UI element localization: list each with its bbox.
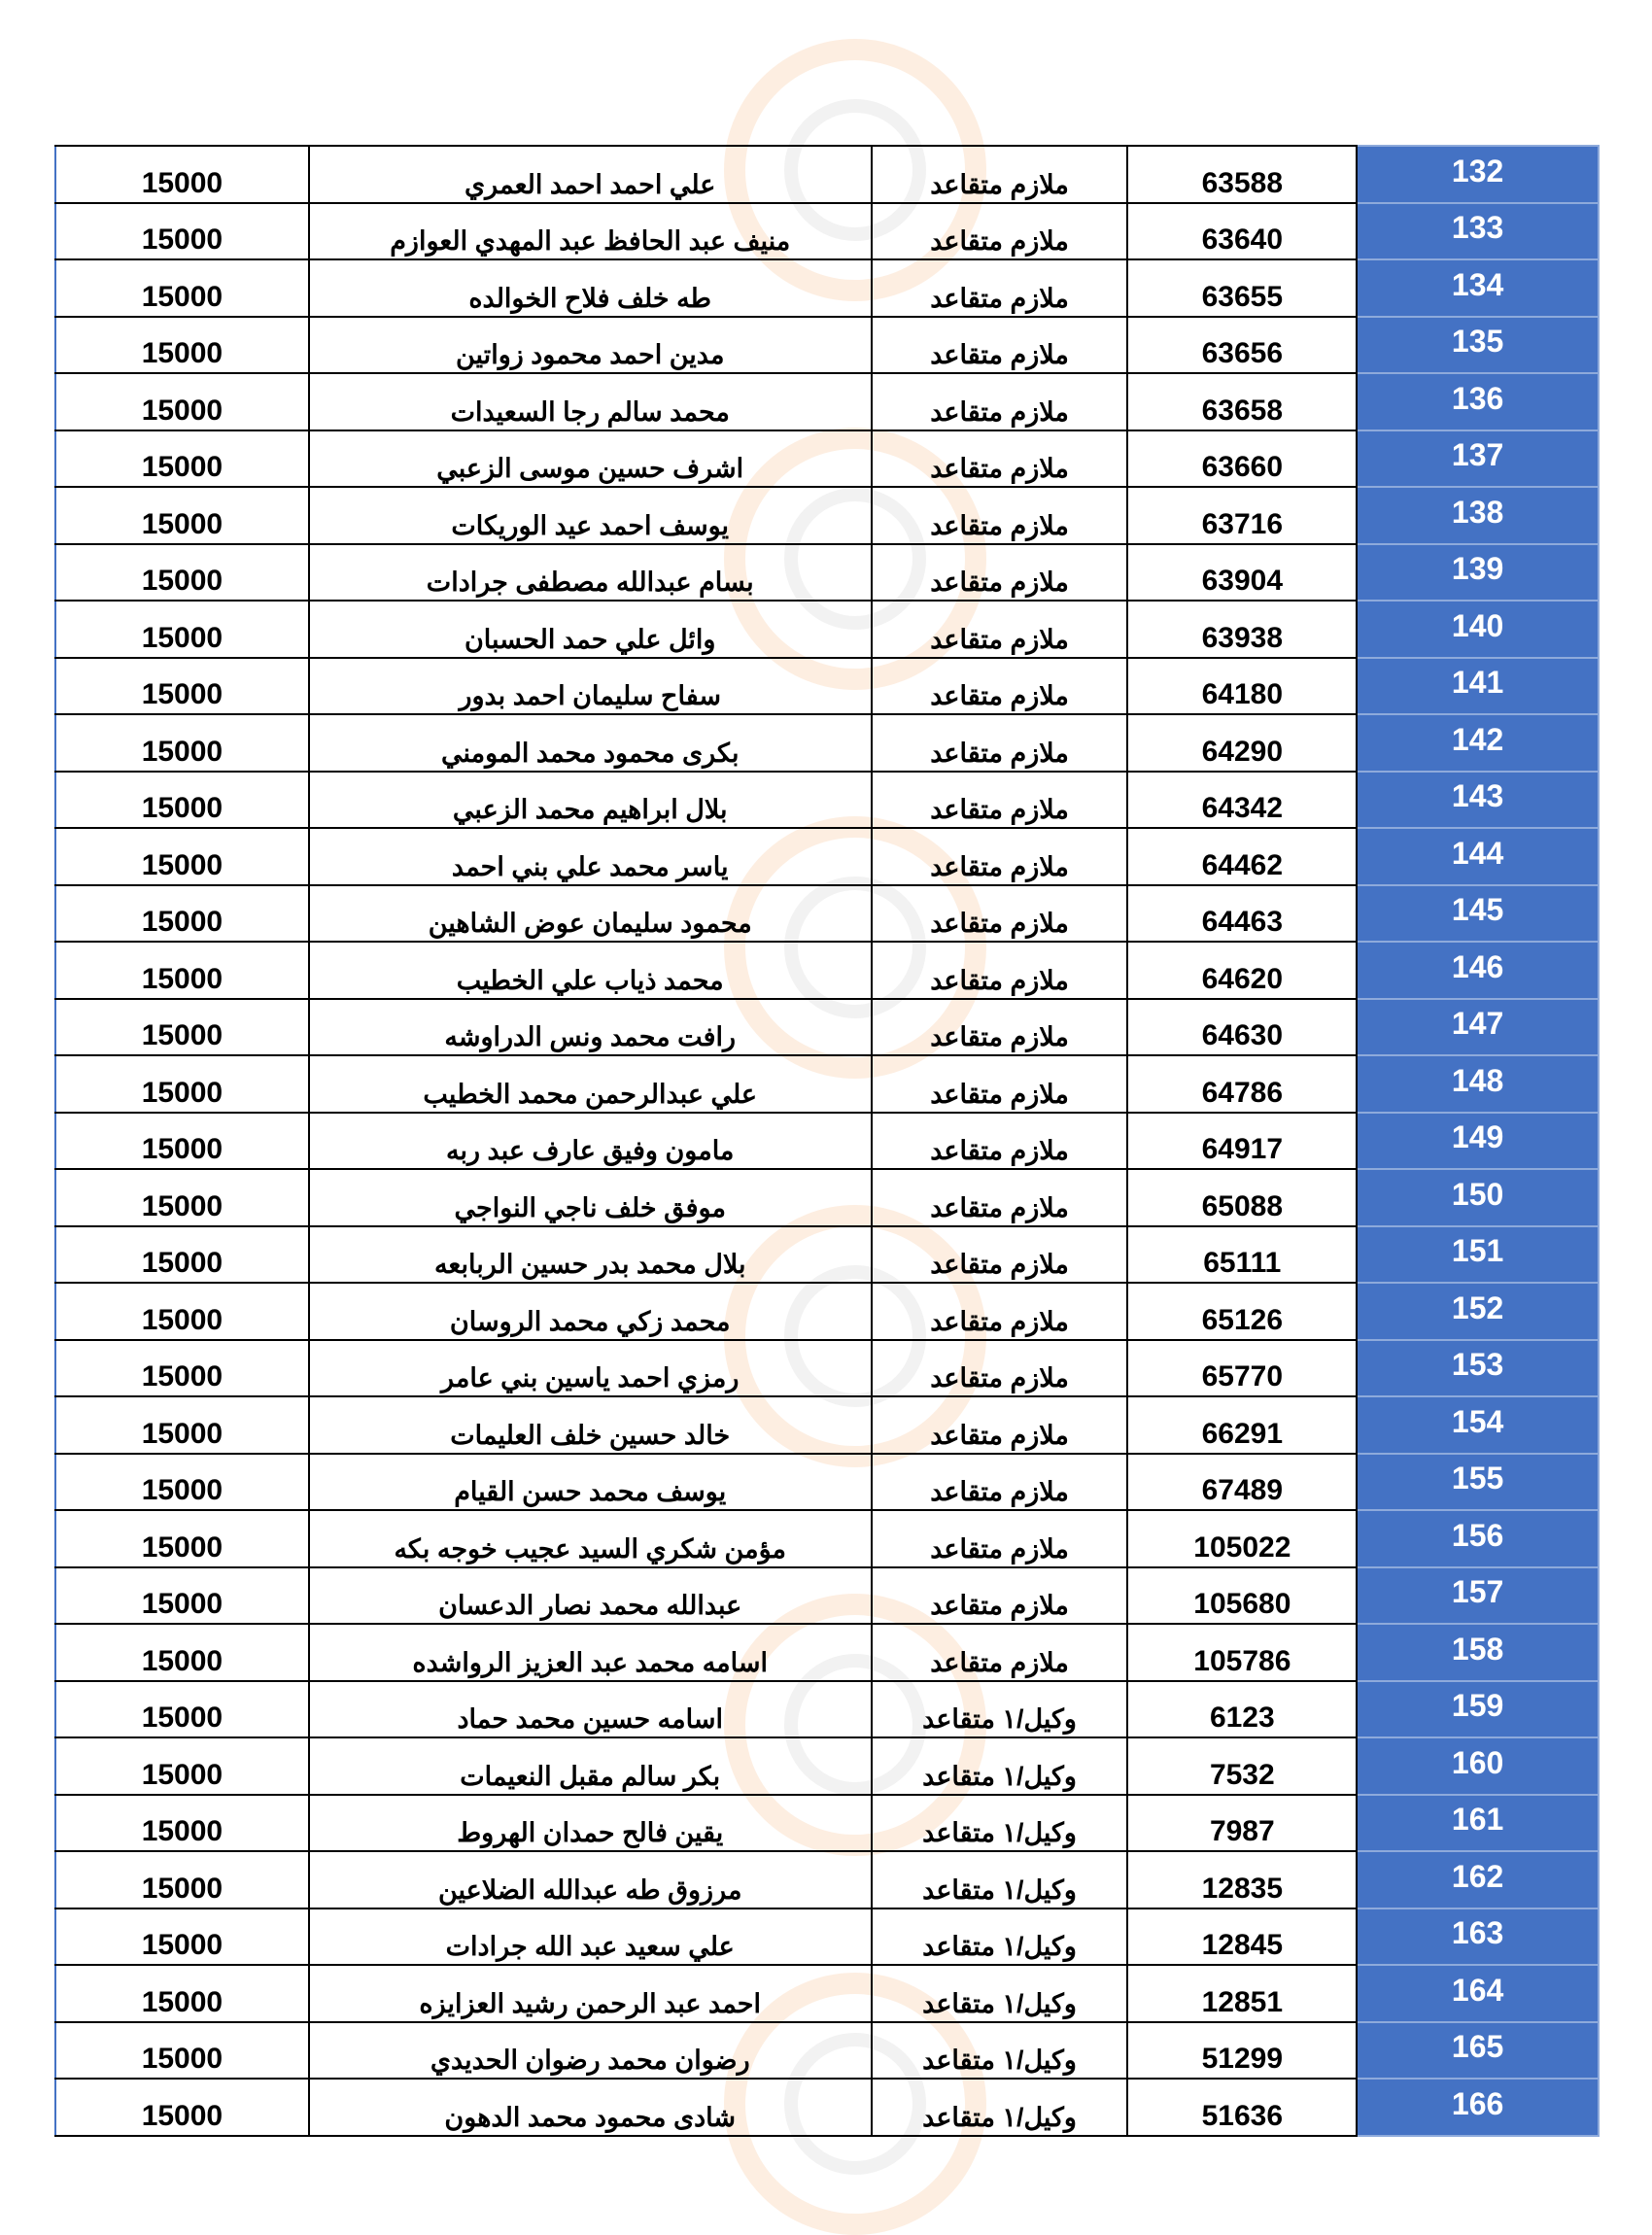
name-cell: مدين احمد محمود زواتين xyxy=(309,317,872,374)
index-cell: 134 xyxy=(1357,259,1599,317)
index-cell: 146 xyxy=(1357,942,1599,999)
amount-cell: 15000 xyxy=(55,885,309,943)
table-row xyxy=(55,259,1599,317)
military-number-cell: 7532 xyxy=(1127,1737,1357,1795)
name-cell: محمد زكي محمد الروسان xyxy=(309,1283,872,1340)
rank-cell: ملازم متقاعد xyxy=(872,942,1128,999)
name-cell: ياسر محمد علي بني احمد xyxy=(309,828,872,885)
table-row xyxy=(55,317,1599,374)
name-cell: شادى محمود محمد الدهون xyxy=(309,2079,872,2136)
index-cell: 136 xyxy=(1357,373,1599,430)
military-number-cell: 65111 xyxy=(1127,1226,1357,1284)
rank-cell: ملازم متقاعد xyxy=(872,1340,1128,1397)
table-row xyxy=(55,146,1599,203)
name-cell: مامون وفيق عارف عبد ربه xyxy=(309,1113,872,1170)
name-cell: عبدالله محمد نصار الدعسان xyxy=(309,1567,872,1625)
table-row xyxy=(55,487,1599,544)
index-cell: 148 xyxy=(1357,1055,1599,1113)
military-number-cell: 65770 xyxy=(1127,1340,1357,1397)
military-number-cell: 12845 xyxy=(1127,1908,1357,1966)
military-number-cell: 7987 xyxy=(1127,1795,1357,1852)
name-cell: منيف عبد الحافظ عبد المهدي العوازم xyxy=(309,203,872,260)
table-row xyxy=(55,544,1599,602)
amount-cell: 15000 xyxy=(55,203,309,260)
military-number-cell: 66291 xyxy=(1127,1396,1357,1454)
military-number-cell: 64290 xyxy=(1127,714,1357,772)
rank-cell: ملازم متقاعد xyxy=(872,1510,1128,1567)
index-cell: 142 xyxy=(1357,714,1599,772)
rank-cell: ملازم متقاعد xyxy=(872,259,1128,317)
rank-cell: ملازم متقاعد xyxy=(872,1055,1128,1113)
table-row xyxy=(55,2079,1599,2136)
rank-cell: ملازم متقاعد xyxy=(872,828,1128,885)
name-cell: رمزي احمد ياسين بني عامر xyxy=(309,1340,872,1397)
rank-cell: ملازم متقاعد xyxy=(872,317,1128,374)
amount-cell: 15000 xyxy=(55,1567,309,1625)
table-body xyxy=(55,146,1599,2136)
military-number-cell: 64917 xyxy=(1127,1113,1357,1170)
military-number-cell: 64630 xyxy=(1127,999,1357,1056)
military-number-cell: 63660 xyxy=(1127,430,1357,488)
index-cell: 155 xyxy=(1357,1454,1599,1511)
military-number-cell: 63588 xyxy=(1127,146,1357,203)
amount-cell: 15000 xyxy=(55,1510,309,1567)
rank-cell: وكيل/١ متقاعد xyxy=(872,2079,1128,2136)
amount-cell: 15000 xyxy=(55,999,309,1056)
index-cell: 151 xyxy=(1357,1226,1599,1284)
rank-cell: ملازم متقاعد xyxy=(872,601,1128,658)
military-number-cell: 63656 xyxy=(1127,317,1357,374)
military-number-cell: 64342 xyxy=(1127,772,1357,829)
index-cell: 150 xyxy=(1357,1169,1599,1226)
amount-cell: 15000 xyxy=(55,1681,309,1738)
table-row xyxy=(55,1283,1599,1340)
rank-cell: ملازم متقاعد xyxy=(872,1624,1128,1681)
table-row xyxy=(55,1055,1599,1113)
table-row xyxy=(55,2022,1599,2080)
amount-cell: 15000 xyxy=(55,1340,309,1397)
rank-cell: ملازم متقاعد xyxy=(872,885,1128,943)
table-row xyxy=(55,772,1599,829)
name-cell: اسامه محمد عبد العزيز الرواشده xyxy=(309,1624,872,1681)
rank-cell: ملازم متقاعد xyxy=(872,373,1128,430)
rank-cell: وكيل/١ متقاعد xyxy=(872,2022,1128,2080)
table-row xyxy=(55,1340,1599,1397)
name-cell: يقين فالح حمدان الهروط xyxy=(309,1795,872,1852)
name-cell: موفق خلف ناجي النواجي xyxy=(309,1169,872,1226)
rank-cell: ملازم متقاعد xyxy=(872,487,1128,544)
military-number-cell: 63938 xyxy=(1127,601,1357,658)
index-cell: 161 xyxy=(1357,1795,1599,1852)
military-number-cell: 51299 xyxy=(1127,2022,1357,2080)
military-number-cell: 12851 xyxy=(1127,1965,1357,2022)
index-cell: 144 xyxy=(1357,828,1599,885)
name-cell: محمد ذياب علي الخطيب xyxy=(309,942,872,999)
index-cell: 153 xyxy=(1357,1340,1599,1397)
military-number-cell: 64462 xyxy=(1127,828,1357,885)
military-number-cell: 105680 xyxy=(1127,1567,1357,1625)
military-number-cell: 63716 xyxy=(1127,487,1357,544)
index-cell: 159 xyxy=(1357,1681,1599,1738)
amount-cell: 15000 xyxy=(55,1965,309,2022)
name-cell: محمود سليمان عوض الشاهين xyxy=(309,885,872,943)
amount-cell: 15000 xyxy=(55,1795,309,1852)
index-cell: 163 xyxy=(1357,1908,1599,1966)
amount-cell: 15000 xyxy=(55,259,309,317)
amount-cell: 15000 xyxy=(55,1055,309,1113)
rank-cell: ملازم متقاعد xyxy=(872,1113,1128,1170)
table-row xyxy=(55,1795,1599,1852)
amount-cell: 15000 xyxy=(55,1169,309,1226)
military-number-cell: 64463 xyxy=(1127,885,1357,943)
name-cell: علي احمد احمد العمري xyxy=(309,146,872,203)
rank-cell: ملازم متقاعد xyxy=(872,1454,1128,1511)
name-cell: محمد سالم رجا السعيدات xyxy=(309,373,872,430)
name-cell: احمد عبد الرحمن رشيد العزايزه xyxy=(309,1965,872,2022)
name-cell: بكرى محمود محمد المومني xyxy=(309,714,872,772)
table-row xyxy=(55,1851,1599,1908)
name-cell: مؤمن شكري السيد عجيب خوجه بكه xyxy=(309,1510,872,1567)
index-cell: 164 xyxy=(1357,1965,1599,2022)
amount-cell: 15000 xyxy=(55,373,309,430)
amount-cell: 15000 xyxy=(55,1454,309,1511)
amount-cell: 15000 xyxy=(55,2022,309,2080)
amount-cell: 15000 xyxy=(55,1113,309,1170)
rank-cell: ملازم متقاعد xyxy=(872,1226,1128,1284)
name-cell: وائل علي حمد الحسبان xyxy=(309,601,872,658)
amount-cell: 15000 xyxy=(55,487,309,544)
table-row xyxy=(55,714,1599,772)
table-row xyxy=(55,430,1599,488)
amount-cell: 15000 xyxy=(55,544,309,602)
retirees-table xyxy=(54,145,1600,2137)
table-row xyxy=(55,1454,1599,1511)
index-cell: 154 xyxy=(1357,1396,1599,1454)
rank-cell: ملازم متقاعد xyxy=(872,999,1128,1056)
rank-cell: ملازم متقاعد xyxy=(872,658,1128,715)
index-cell: 137 xyxy=(1357,430,1599,488)
rank-cell: ملازم متقاعد xyxy=(872,544,1128,602)
rank-cell: وكيل/١ متقاعد xyxy=(872,1908,1128,1966)
name-cell: خالد حسين خلف العليمات xyxy=(309,1396,872,1454)
name-cell: طه خلف فلاح الخوالده xyxy=(309,259,872,317)
amount-cell: 15000 xyxy=(55,1226,309,1284)
military-number-cell: 63640 xyxy=(1127,203,1357,260)
amount-cell: 15000 xyxy=(55,828,309,885)
index-cell: 149 xyxy=(1357,1113,1599,1170)
index-cell: 143 xyxy=(1357,772,1599,829)
table-row xyxy=(55,1624,1599,1681)
amount-cell: 15000 xyxy=(55,2079,309,2136)
amount-cell: 15000 xyxy=(55,1908,309,1966)
amount-cell: 15000 xyxy=(55,601,309,658)
index-cell: 160 xyxy=(1357,1737,1599,1795)
table-row xyxy=(55,1169,1599,1226)
rank-cell: ملازم متقاعد xyxy=(872,1396,1128,1454)
name-cell: سفاح سليمان احمد بدور xyxy=(309,658,872,715)
name-cell: بسام عبدالله مصطفى جرادات xyxy=(309,544,872,602)
index-cell: 141 xyxy=(1357,658,1599,715)
index-cell: 145 xyxy=(1357,885,1599,943)
index-cell: 133 xyxy=(1357,203,1599,260)
rank-cell: وكيل/١ متقاعد xyxy=(872,1965,1128,2022)
table-row xyxy=(55,828,1599,885)
amount-cell: 15000 xyxy=(55,430,309,488)
rank-cell: ملازم متقاعد xyxy=(872,146,1128,203)
rank-cell: ملازم متقاعد xyxy=(872,1169,1128,1226)
military-number-cell: 64786 xyxy=(1127,1055,1357,1113)
rank-cell: ملازم متقاعد xyxy=(872,1283,1128,1340)
index-cell: 166 xyxy=(1357,2079,1599,2136)
table-row xyxy=(55,1396,1599,1454)
amount-cell: 15000 xyxy=(55,714,309,772)
index-cell: 152 xyxy=(1357,1283,1599,1340)
table-row xyxy=(55,1737,1599,1795)
index-cell: 147 xyxy=(1357,999,1599,1056)
rank-cell: ملازم متقاعد xyxy=(872,203,1128,260)
rank-cell: وكيل/١ متقاعد xyxy=(872,1737,1128,1795)
name-cell: بلال محمد بدر حسين الربابعه xyxy=(309,1226,872,1284)
military-number-cell: 65088 xyxy=(1127,1169,1357,1226)
amount-cell: 15000 xyxy=(55,1396,309,1454)
table-row xyxy=(55,942,1599,999)
rank-cell: وكيل/١ متقاعد xyxy=(872,1851,1128,1908)
table-row xyxy=(55,1965,1599,2022)
military-number-cell: 12835 xyxy=(1127,1851,1357,1908)
table-row xyxy=(55,1510,1599,1567)
table-row xyxy=(55,203,1599,260)
amount-cell: 15000 xyxy=(55,658,309,715)
name-cell: بكر سالم مقبل النعيمات xyxy=(309,1737,872,1795)
amount-cell: 15000 xyxy=(55,1283,309,1340)
military-number-cell: 105786 xyxy=(1127,1624,1357,1681)
index-cell: 135 xyxy=(1357,317,1599,374)
amount-cell: 15000 xyxy=(55,942,309,999)
table-row xyxy=(55,1681,1599,1738)
table-row xyxy=(55,999,1599,1056)
name-cell: يوسف محمد حسن القيام xyxy=(309,1454,872,1511)
name-cell: علي عبدالرحمن محمد الخطيب xyxy=(309,1055,872,1113)
name-cell: علي سعيد عبد الله جرادات xyxy=(309,1908,872,1966)
military-number-cell: 64180 xyxy=(1127,658,1357,715)
amount-cell: 15000 xyxy=(55,1624,309,1681)
name-cell: بلال ابراهيم محمد الزعبي xyxy=(309,772,872,829)
rank-cell: وكيل/١ متقاعد xyxy=(872,1681,1128,1738)
table-row xyxy=(55,1226,1599,1284)
rank-cell: ملازم متقاعد xyxy=(872,1567,1128,1625)
table-row xyxy=(55,373,1599,430)
amount-cell: 15000 xyxy=(55,1737,309,1795)
rank-cell: ملازم متقاعد xyxy=(872,714,1128,772)
table-row xyxy=(55,658,1599,715)
military-number-cell: 65126 xyxy=(1127,1283,1357,1340)
index-cell: 165 xyxy=(1357,2022,1599,2080)
amount-cell: 15000 xyxy=(55,1851,309,1908)
table-row xyxy=(55,1908,1599,1966)
rank-cell: ملازم متقاعد xyxy=(872,430,1128,488)
name-cell: رافت محمد ونس الدراوشه xyxy=(309,999,872,1056)
name-cell: اشرف حسين موسى الزعبي xyxy=(309,430,872,488)
amount-cell: 15000 xyxy=(55,317,309,374)
index-cell: 158 xyxy=(1357,1624,1599,1681)
name-cell: يوسف احمد عيد الوريكات xyxy=(309,487,872,544)
table-row xyxy=(55,1113,1599,1170)
index-cell: 162 xyxy=(1357,1851,1599,1908)
index-cell: 140 xyxy=(1357,601,1599,658)
amount-cell: 15000 xyxy=(55,146,309,203)
military-number-cell: 105022 xyxy=(1127,1510,1357,1567)
military-number-cell: 63655 xyxy=(1127,259,1357,317)
table-row xyxy=(55,601,1599,658)
military-number-cell: 67489 xyxy=(1127,1454,1357,1511)
military-number-cell: 64620 xyxy=(1127,942,1357,999)
table-row xyxy=(55,885,1599,943)
name-cell: رضوان محمد رضوان الحديدي xyxy=(309,2022,872,2080)
index-cell: 132 xyxy=(1357,146,1599,203)
amount-cell: 15000 xyxy=(55,772,309,829)
military-number-cell: 63658 xyxy=(1127,373,1357,430)
military-number-cell: 51636 xyxy=(1127,2079,1357,2136)
index-cell: 157 xyxy=(1357,1567,1599,1625)
military-number-cell: 63904 xyxy=(1127,544,1357,602)
rank-cell: ملازم متقاعد xyxy=(872,772,1128,829)
military-number-cell: 6123 xyxy=(1127,1681,1357,1738)
table-row xyxy=(55,1567,1599,1625)
index-cell: 139 xyxy=(1357,544,1599,602)
index-cell: 138 xyxy=(1357,487,1599,544)
name-cell: اسامه حسين محمد حماد xyxy=(309,1681,872,1738)
name-cell: مرزوق طه عبدالله الضلاعين xyxy=(309,1851,872,1908)
index-cell: 156 xyxy=(1357,1510,1599,1567)
rank-cell: وكيل/١ متقاعد xyxy=(872,1795,1128,1852)
